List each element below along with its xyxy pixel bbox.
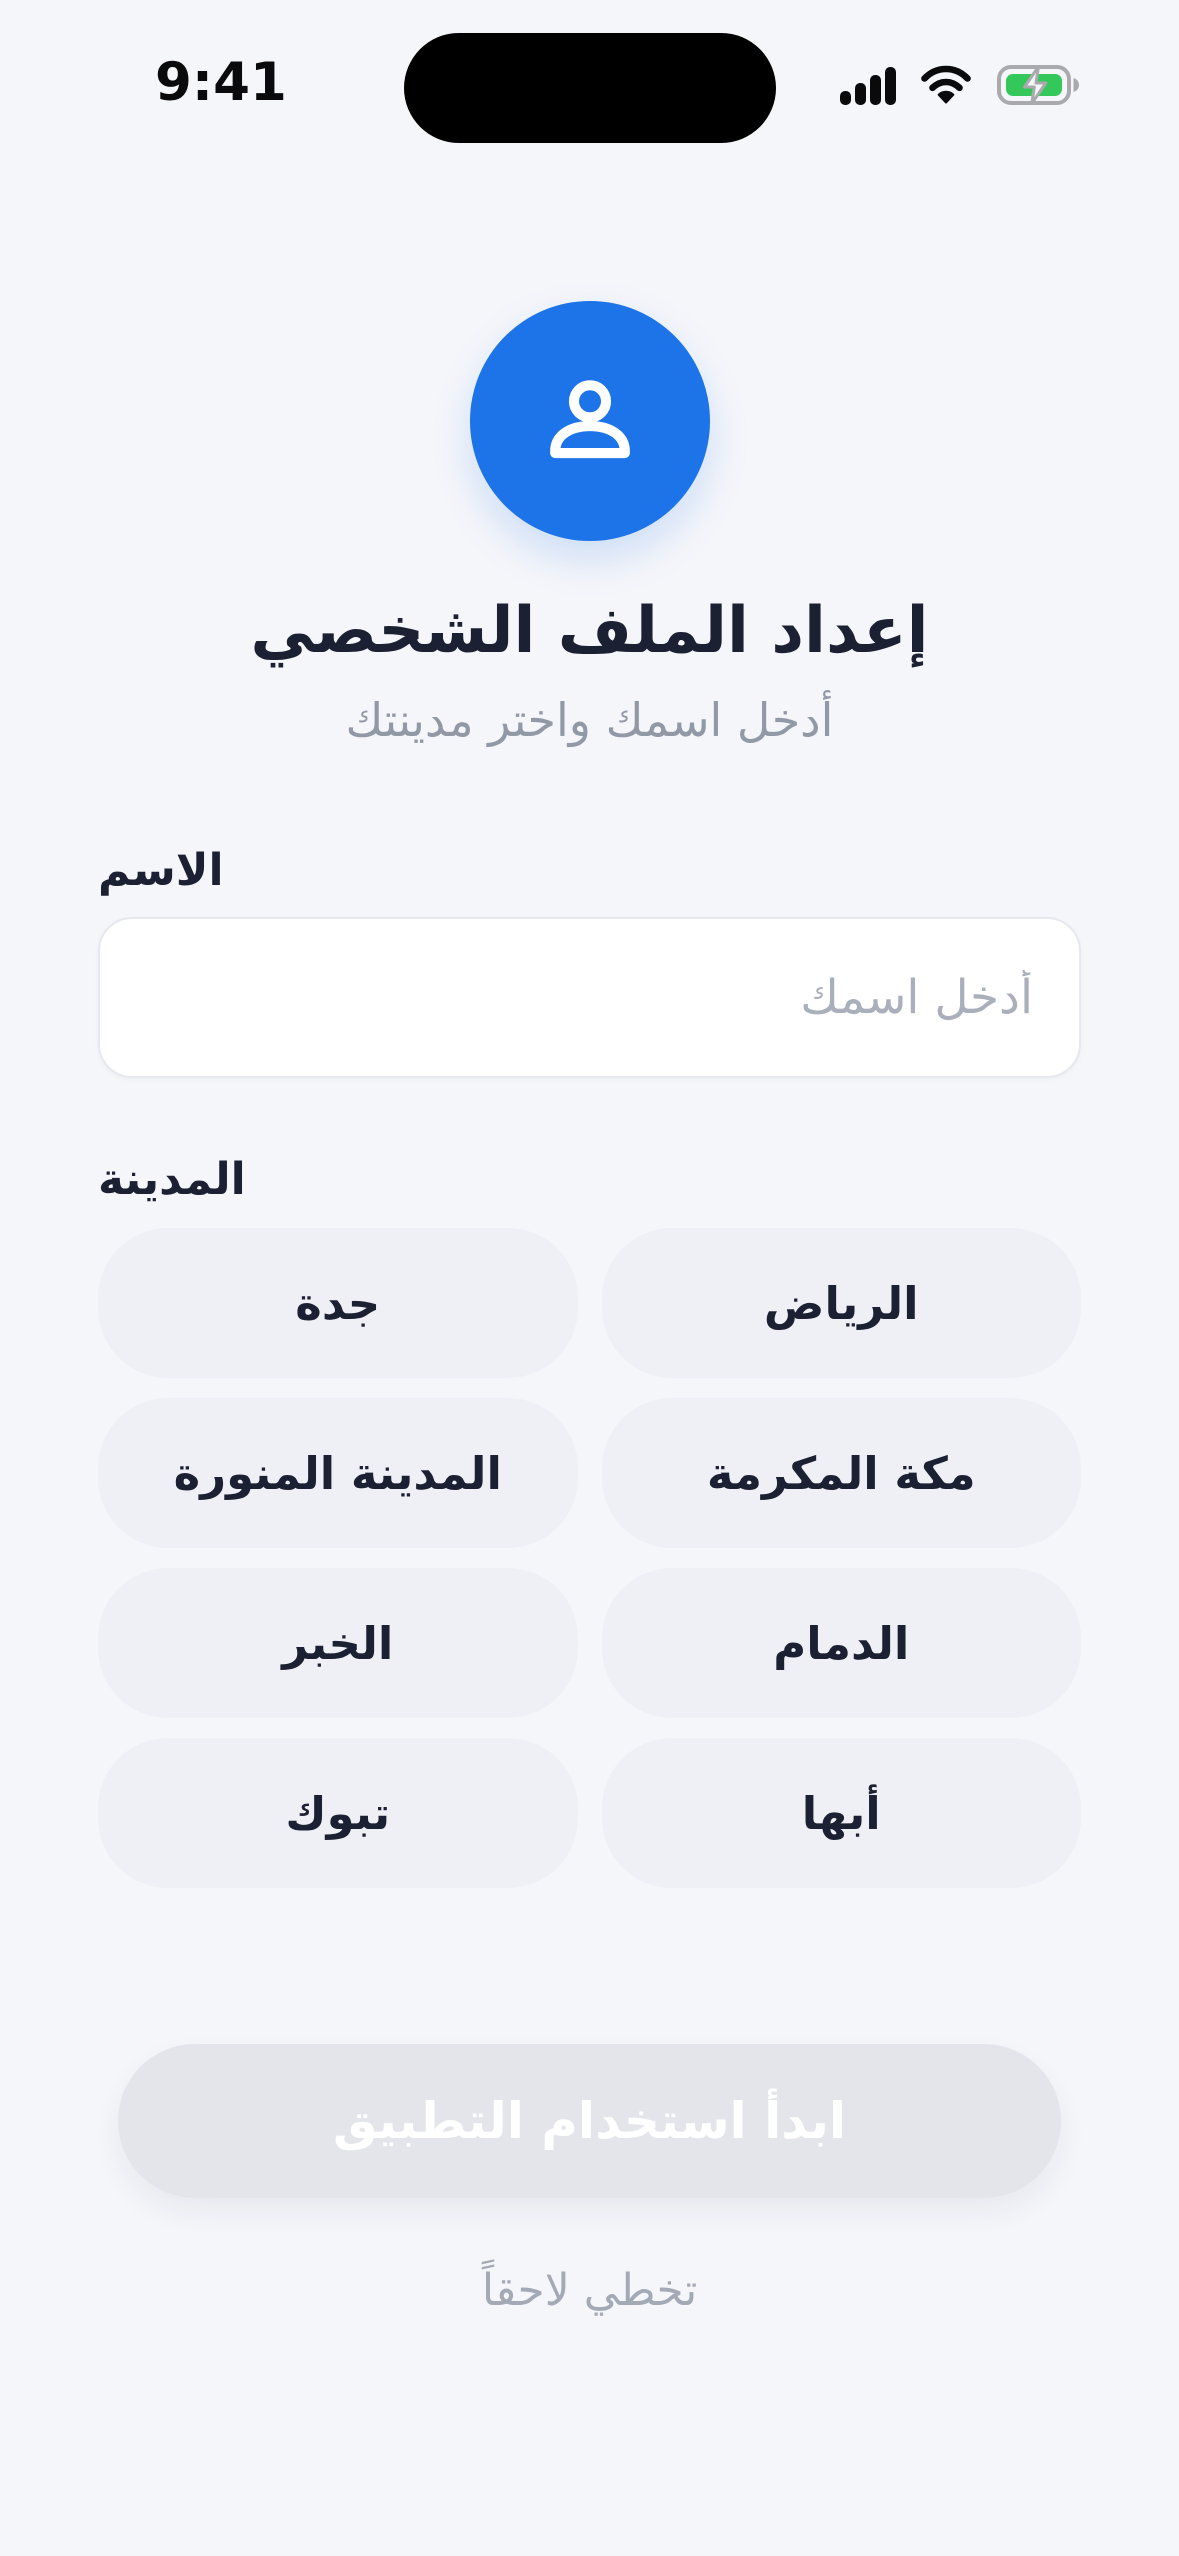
name-input[interactable] — [98, 917, 1081, 1078]
city-grid — [98, 1228, 1081, 1888]
avatar — [470, 301, 710, 541]
city-chip[interactable] — [602, 1398, 1082, 1548]
skip-link[interactable]: تخطي لاحقاً — [476, 2260, 703, 2322]
city-chip[interactable] — [602, 1568, 1082, 1718]
city-chip-label: المدينة المنورة — [173, 1446, 502, 1500]
form — [0, 839, 1179, 2322]
person-icon — [535, 366, 645, 476]
city-chip-label: مكة المكرمة — [706, 1446, 976, 1500]
city-chip[interactable] — [98, 1228, 578, 1378]
start-app-button[interactable]: ابدأ استخدام التطبيق — [118, 2044, 1061, 2198]
city-chip[interactable] — [98, 1398, 578, 1548]
battery-charging-icon — [996, 64, 1080, 106]
city-chip-label: الدمام — [773, 1616, 910, 1670]
city-chip[interactable] — [98, 1738, 578, 1888]
status-time: 9:41 — [155, 52, 287, 113]
status-icons — [840, 64, 1080, 106]
city-chip[interactable] — [98, 1568, 578, 1718]
city-chip-label: تبوك — [285, 1786, 391, 1840]
city-chip[interactable] — [602, 1738, 1082, 1888]
wifi-icon — [920, 65, 972, 105]
city-label: المدينة — [98, 1154, 246, 1205]
page-subtitle: أدخل اسمك واختر مدينتك — [345, 693, 834, 747]
city-chip-label: جدة — [295, 1276, 381, 1330]
name-label: الاسم — [98, 845, 224, 896]
status-bar — [0, 0, 1179, 143]
city-chip[interactable] — [602, 1228, 1082, 1378]
cellular-signal-icon — [840, 65, 896, 105]
city-chip-label: الرياض — [763, 1276, 919, 1330]
city-chip-label: الخبر — [282, 1616, 394, 1670]
city-chip-label: أبها — [801, 1786, 881, 1840]
page-title: إعداد الملف الشخصي — [250, 594, 929, 668]
dynamic-island — [404, 33, 776, 143]
